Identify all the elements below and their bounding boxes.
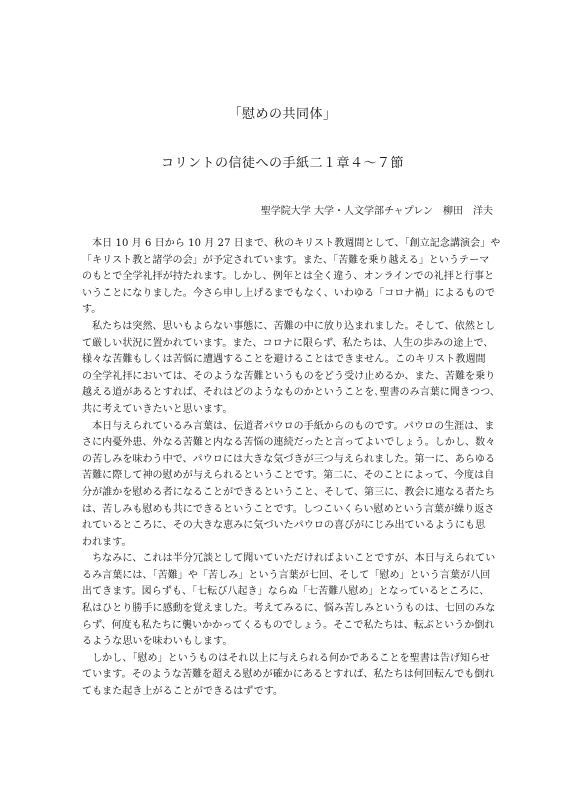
- text-line: 苦難に際して神の慰めが与えられるということです。第二に、そのことによって、今度は自: [82, 470, 495, 482]
- text-line: 越える道があるとすれば、それはどのようなものかということを､聖書のみ言葉に聞きつつ、: [82, 387, 500, 399]
- paragraph: [82, 551, 496, 651]
- paragraph: [82, 651, 495, 701]
- text-line: 本日与えられているみ言葉は、伝道者パウロの手紙からのものです。パウロの生涯は、ま: [82, 420, 495, 432]
- paragraph: [82, 319, 500, 419]
- text-line: 「キリスト教と諸学の会」が予定されています。また、「苦難を乗り越える」というテーマ: [82, 254, 490, 266]
- body-text: [82, 236, 501, 701]
- text-line: われます。: [82, 536, 132, 548]
- text-line: のもとで全学礼拝が持たれます。しかし、例年とは全く違う、オンラインでの礼拝と行事と: [82, 271, 495, 283]
- text-line: 様々な苦難もしくは苦悩に遭遇することを避けることはできません。このキリスト教週間: [82, 354, 486, 366]
- text-line: 私はひとり勝手に感動を覚えました。考えてみるに、悩み苦しみというものは、七回のみな: [82, 603, 496, 615]
- text-line: 分が誰かを慰める者になることができるということ、そして、第三に、教会に連なる者たち: [82, 486, 496, 498]
- text-line: は、苦しみも慰めも共にできるということです。しつこいくらい慰めという言葉が繰り返さ: [82, 503, 495, 515]
- text-line: さに内憂外患、外なる苦難と内なる苦悩の連続だったと言ってよいでしょう。しかし、数々: [82, 437, 496, 449]
- text-line: す。: [82, 304, 102, 316]
- text-line: れているところに、その大きな恵みに気づいたパウロの喜びがにじみ出ているようにも思: [82, 520, 486, 532]
- text-line: るような思いを味わいもします。: [82, 636, 233, 648]
- text-line: らず、何度も私たちに襲いかかってくるものでしょう。そこで私たちは、転ぶというか倒れ: [82, 619, 495, 631]
- paragraph: [82, 419, 496, 552]
- text-line: しかし、「慰め」というものはそれ以上に与えられる何かであることを聖書は告げ知らせ: [82, 652, 490, 664]
- text-line: 出てきます。図らずも、「七転び八起き」ならぬ「七苦難八慰め」となっているところに、: [82, 586, 490, 598]
- text-line: 本日 10 月 6 日から 10 月 27 日まで、秋のキリスト教週間として、「創立記念講演会」や: [82, 238, 501, 249]
- text-line: 共に考えていきたいと思います。: [82, 403, 233, 415]
- text-line: の全学礼拝においては、そのような苦難というものをどう受け止めるか、また、苦難を乗り: [82, 370, 496, 382]
- text-line: ています。そのような苦難を超える慰めが確かにあるとすれば、私たちは何回転んでも倒れ: [82, 669, 495, 681]
- document-subtitle: コリントの信徒への手紙二１章４～７節: [160, 156, 404, 171]
- text-line: て厳しい状況に置かれています。また、コロナに限らず、私たちは、人生の歩みの途上で、: [82, 337, 494, 349]
- text-line: の苦しみを味わう中で、パウロには大きな気づきが三つ与えられました。第一に、あらゆる: [82, 453, 496, 465]
- text-line: いうことになりました。今さら申し上げるまでもなく、いわゆる「コロナ禍」によるもので: [82, 287, 496, 299]
- text-line: 私たちは突然、思いもよらない事態に、苦難の中に放り込まれました。そして、依然とし: [82, 320, 496, 332]
- text-line: ちなみに、これは半分冗談として聞いていただければよいことですが、本日与えられてい: [82, 553, 496, 565]
- author-line: 聖学院大学 大学・人文学部チャプレン 柳田 洋夫: [260, 206, 493, 217]
- text-line: てもまた起き上がることができるはずです。: [82, 686, 284, 698]
- paragraph: [82, 236, 501, 319]
- text-line: るみ言葉には、「苦難」や「苦しみ」という言葉が七回、そして「慰め」という言葉が八回: [82, 569, 491, 581]
- document-title: 「慰めの共同体」: [228, 107, 337, 122]
